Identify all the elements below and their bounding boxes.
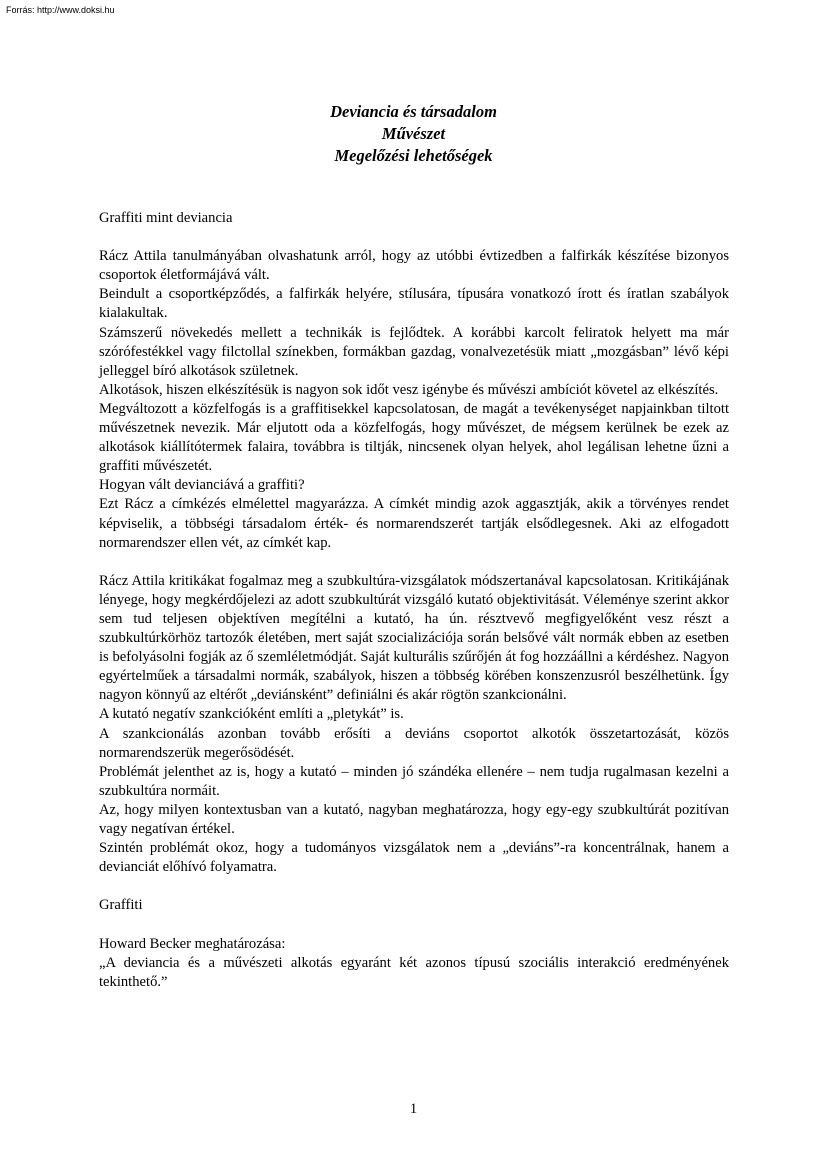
paragraph: Számszerű növekedés mellett a technikák is fejlődtek. A korábbi karcolt feliratok helyett ma már szórófestékkel vagy filctollal színekben, formákban gazdag, vonalvezetésük miatt „mozgásban” lévő képi jelleggel bíró alkotások születnek. [99,324,729,379]
paragraph: Az, hogy milyen kontextusban van a kutató, nagyban meghatározza, hogy egy-egy szubkultúrát pozitívan vagy negatívan értékel. [99,801,729,837]
section-heading-graffiti-deviancia: Graffiti mint deviancia [99,210,233,226]
paragraph: Rácz Attila tanulmányában olvashatunk arról, hogy az utóbbi évtizedben a falfirkák készítése bizonyos csoportok életformájává vált. [99,248,729,284]
paragraph: Beindult a csoportképződés, a falfirkák helyére, stílusára, típusára vonatkozó írott és íratlan szabályok kialakultak. [99,286,729,322]
document-title [0,101,827,167]
page-number: 1 [409,1101,418,1117]
paragraph: Megváltozott a közfelfogás is a graffitisekkel kapcsolatosan, de magát a tevékenységet napjainkban tiltott művészetnek nevezik. Már eljutott oda a közfelfogás, hogy művészet, de mégsem kerülnek be ezek az alkotások kiállítótermek falaira, továbbra is tiltják, nincsenek olyan helyek, ahol legálisan lehetne űzni a graffiti művészetét. [99,400,729,475]
paragraph: Problémát jelenthet az is, hogy a kutató – minden jó szándéka ellenére – nem tudja rugalmasan kezelni a szubkultúra normáit. [99,763,729,799]
title-line-3: Megelőzési lehetőségek [334,146,493,165]
paragraph: Howard Becker meghatározása: [99,935,286,952]
title-line-1: Deviancia és társadalom [330,102,497,121]
paragraph: Szintén problémát okoz, hogy a tudományos vizsgálatok nem a „deviáns”-ra koncentrálnak, hanem a devianciát előhívó folyamatra. [99,840,729,876]
paragraph: Ezt Rácz a címkézés elmélettel magyarázza. A címkét mindig azok aggasztják, akik a törvényes rendet képviselik, a többségi társadalom érték- és normarendszerét tartják elsődlegesnek. Aki az elfogadott normarendszer ellen vét, az címkét kap. [99,496,729,551]
quote-paragraph: „A deviancia és a művészeti alkotás egyaránt két azonos típusú szociális interakció eredményének tekinthető.” [99,954,729,990]
paragraph: A szankcionálás azonban tovább erősíti a deviáns csoportot alkotók összetartozását, közös normarendszerük megerősödését. [99,725,729,761]
paragraph: Hogyan vált devianciává a graffiti? [99,477,305,494]
paragraph: Alkotások, hiszen elkészítésük is nagyon sok időt vesz igénybe és művészi ambíciót követel az elkészítés. [99,381,719,398]
document-body [99,209,729,992]
title-line-2: Művészet [381,124,446,143]
source-note: Forrás: http://www.doksi.hu [6,5,115,15]
paragraph: A kutató negatív szankcióként említi a „pletykát” is. [99,706,404,723]
section-heading-graffiti: Graffiti [99,897,143,914]
paragraph: Rácz Attila kritikákat fogalmaz meg a szubkultúra-vizsgálatok módszertanával kapcsolatosan. Kritikájának lényege, hogy megkérdőjelezi az adott szubkultúrát vizsgáló kutató objektivitását. Véleménye szerint akkor sem tud teljesen objektíven megítélni a kutató, ha ún. résztvevő megfigyelőként vesz részt a szubkultúrkörhöz tartozók életében, mert saját szocializációja során belsővé vált normák ebben az esetben is befolyásolni fogják az ő szemléletmódját. Saját kulturális szűrőjén át fog hozzáállni a kérdéshez. Nagyon egyértelműek a társadalmi normák, szabályok, hiszen a többség körében konszenzusról beszélhetünk. Így nagyon könnyű az eltérőt „deviánsként” definiálni és akár rögtön szankcionálni. [99,572,729,704]
